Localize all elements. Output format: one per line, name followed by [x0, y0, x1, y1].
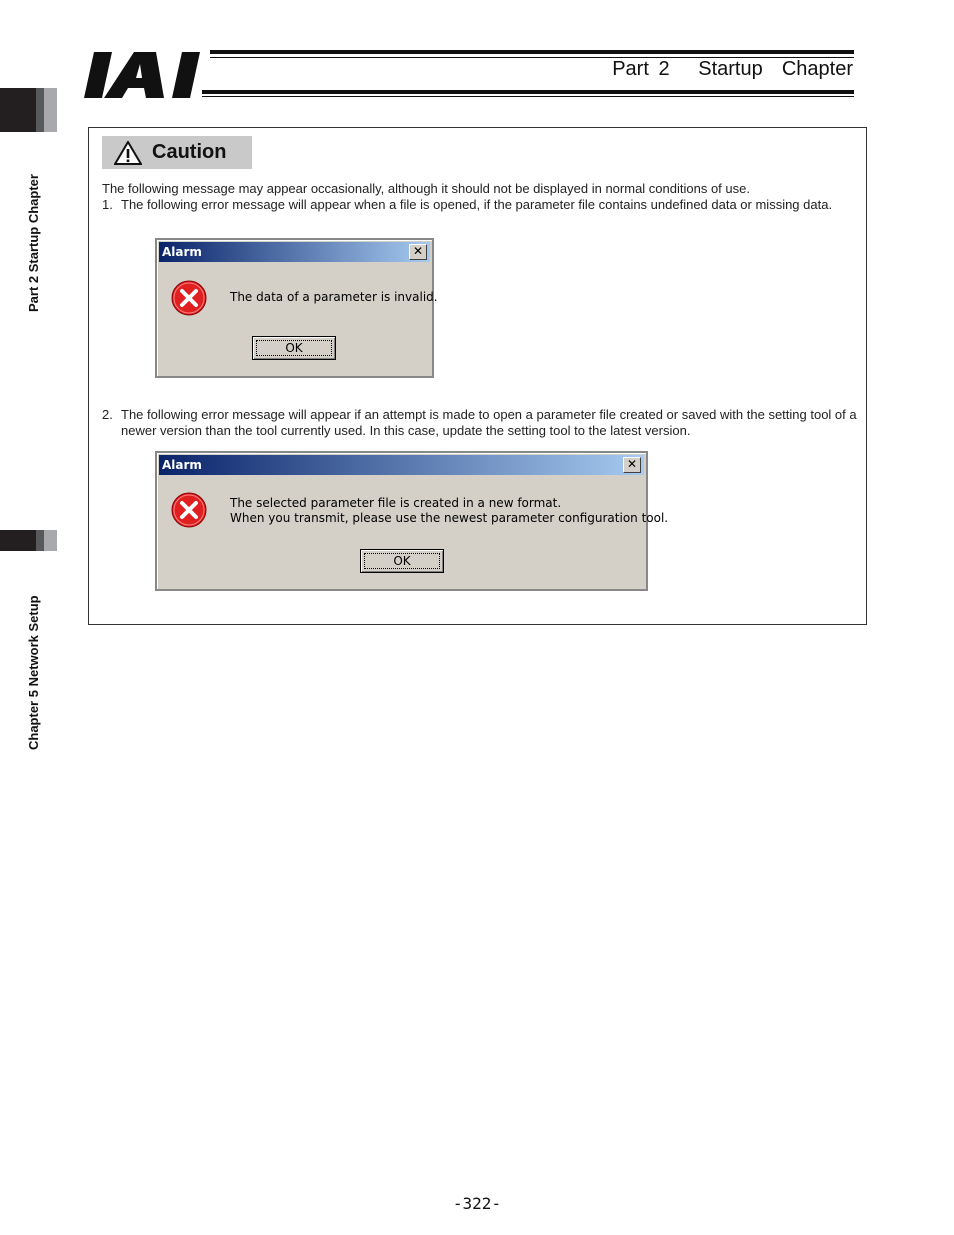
header-rule-top — [210, 50, 854, 54]
list-item-1-text: The following error message will appear when a file is opened, if the parameter file contains undefined data or missing data. — [121, 197, 833, 212]
page-number: -322- — [452, 1194, 502, 1213]
dialog-2-message: The selected parameter file is created in a new format. When you transmit, please use the newest parameter configuration tool. — [230, 496, 669, 525]
alarm-dialog-2 — [155, 451, 669, 591]
list-item-1 — [102, 197, 862, 231]
dialog-1-ok-button[interactable] — [252, 336, 336, 360]
side-label-part: Part 2 Startup Chapter — [26, 174, 41, 312]
list-item-2-number: 2. — [102, 407, 113, 422]
caution-label: Caution — [152, 141, 227, 163]
iai-logo — [84, 52, 202, 98]
error-icon — [171, 280, 207, 316]
dialog-1-titlebar — [159, 242, 430, 262]
header-rule-bottom — [202, 90, 854, 94]
header-title: Part 2 Startup Chapter — [612, 58, 853, 80]
warning-icon — [114, 141, 142, 165]
dialog-2-titlebar — [159, 455, 644, 475]
list-item-2 — [102, 407, 862, 441]
list-item-1-number: 1. — [102, 197, 113, 212]
dialog-2-title: Alarm — [162, 458, 202, 472]
dialog-1-title: Alarm — [162, 245, 202, 259]
dialog-2-close-button[interactable]: ✕ — [623, 457, 641, 473]
caution-box — [88, 127, 867, 625]
dialog-1-message: The data of a parameter is invalid. — [230, 290, 438, 304]
error-icon — [171, 492, 207, 528]
dialog-1-ok-label: OK — [256, 340, 331, 356]
caution-heading — [102, 136, 252, 169]
list-item-2-text: The following error message will appear if an attempt is made to open a parameter file created or saved with the setting tool of a newer version than the tool currently used. In this case, update the setting tool to the latest version. — [121, 407, 857, 438]
dialog-2-ok-label: OK — [364, 553, 439, 569]
caution-intro: The following message may appear occasionally, although it should not be displayed in normal conditions of use. — [102, 181, 750, 196]
header-rule-bottom-thin — [202, 96, 854, 97]
dialog-1-close-button[interactable]: ✕ — [409, 244, 427, 260]
dialog-2-ok-button[interactable] — [360, 549, 444, 573]
side-label-chapter: Chapter 5 Network Setup — [26, 595, 41, 750]
alarm-dialog-1 — [155, 238, 438, 378]
